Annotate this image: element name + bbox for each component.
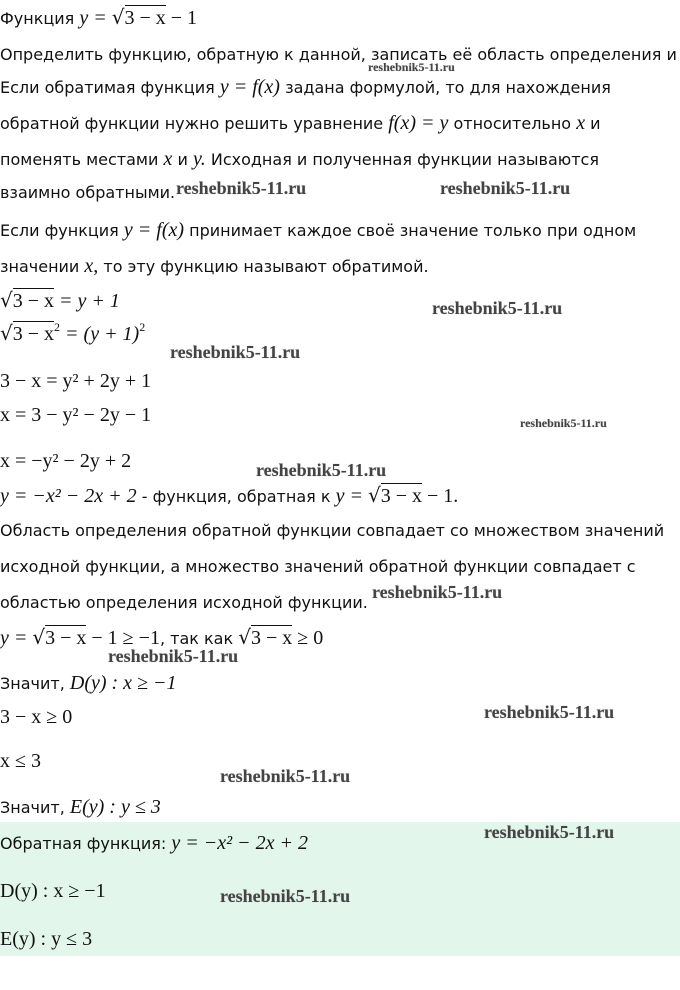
ineq-1-radicand: 3 − x bbox=[45, 627, 87, 649]
watermark: reshebnik5-11.ru bbox=[220, 766, 351, 786]
watermark: reshebnik5-11.ru bbox=[520, 416, 607, 430]
watermark: reshebnik5-11.ru bbox=[220, 886, 351, 906]
task-prefix: Функция bbox=[0, 9, 75, 28]
p6-a: Если функция bbox=[0, 221, 119, 240]
ineq-5 bbox=[0, 796, 161, 819]
answer-domain: D(y) : x ≥ −1 bbox=[0, 880, 106, 902]
answer-range: E(y) : y ≤ 3 bbox=[0, 928, 93, 950]
step-6-eq: y = bbox=[335, 485, 368, 507]
ineq-5-text: Значит, bbox=[0, 798, 65, 817]
watermark: reshebnik5-11.ru bbox=[484, 822, 615, 842]
text-p1: Определить функцию, обратную к данной, записать её область определения и bbox=[0, 45, 677, 64]
step-1-rest: = y + 1 bbox=[59, 290, 120, 312]
p3-b: относительно bbox=[453, 114, 572, 133]
step-1-radicand: 3 − x bbox=[12, 290, 55, 312]
p7-b: то эту функцию называют обратимой. bbox=[103, 257, 429, 276]
p4-a: поменять местами bbox=[0, 150, 159, 169]
watermark: reshebnik5-11.ru bbox=[108, 646, 239, 666]
step-2-rest: = (y + 1) bbox=[65, 323, 140, 345]
ineq-2 bbox=[0, 672, 177, 695]
p7-x: x, bbox=[84, 255, 99, 277]
text-p7 bbox=[0, 255, 429, 278]
ineq-5-math: E(y) : y ≤ 3 bbox=[69, 796, 161, 818]
step-6-radicand: 3 − x bbox=[380, 485, 423, 507]
watermark: reshebnik5-11.ru bbox=[440, 178, 571, 198]
p4-x: x bbox=[163, 148, 173, 170]
text-p6 bbox=[0, 219, 636, 242]
watermark: reshebnik5-11.ru bbox=[432, 298, 563, 318]
p6-math: y = f(x) bbox=[123, 219, 185, 241]
text-p3 bbox=[0, 112, 601, 135]
step-2: $√3 - x^2 = (y + 1)^2$ bbox=[0, 320, 146, 345]
ineq-4: x ≤ 3 bbox=[0, 750, 41, 772]
ineq-1-a: y = bbox=[0, 627, 33, 649]
ineq-1-c: ≥ 0 bbox=[292, 627, 324, 649]
answer-label: Обратная функция: bbox=[0, 834, 167, 853]
step-6: y = −x² − 2x + 2 - функция, обратная к y = √3 − x − 1. bbox=[0, 483, 459, 507]
p2-b: задана формулой, то для нахождения bbox=[285, 78, 611, 97]
task-line: Функция y = √3 − x − 1 bbox=[0, 5, 198, 29]
p4-and: и bbox=[177, 150, 188, 169]
explain-2: исходной функции, а множество значений обратной функции совпадает с bbox=[0, 557, 636, 576]
task-radicand: 3 − x bbox=[124, 7, 166, 29]
p4-b: Исходная и полученная функции называются bbox=[210, 150, 599, 169]
watermark: reshebnik5-11.ru bbox=[372, 582, 503, 602]
p6-b: принимает каждое своё значение только при одном bbox=[189, 221, 637, 240]
ineq-2-math: D(y) : x ≥ −1 bbox=[69, 672, 177, 694]
step-6-text: - функция, обратная к bbox=[141, 487, 331, 506]
watermark: reshebnik5-11.ru bbox=[170, 342, 301, 362]
step-4: x = 3 − y² − 2y − 1 bbox=[0, 404, 152, 426]
p3-a: обратной функции нужно решить уравнение bbox=[0, 114, 384, 133]
step-3: 3 − x = y² + 2y + 1 bbox=[0, 370, 152, 392]
p4-y: y. bbox=[192, 148, 206, 170]
explain-3: областью определения исходной функции. bbox=[0, 593, 368, 612]
ineq-1-radicand-2: 3 − x bbox=[250, 627, 293, 649]
ineq-1: y = √3 − x − 1 ≥ −1, так как √3 − x ≥ 0 bbox=[0, 625, 324, 649]
watermark: reshebnik5-11.ru bbox=[176, 178, 307, 198]
watermark: reshebnik5-11.ru bbox=[368, 60, 455, 74]
ineq-1-b: − 1 ≥ −1 bbox=[86, 627, 160, 649]
step-6-math: y = −x² − 2x + 2 bbox=[0, 485, 137, 507]
p3-x: x bbox=[576, 112, 586, 134]
p2-math: y = f(x) bbox=[219, 76, 280, 98]
p3-c: и bbox=[590, 114, 601, 133]
p7-a: значении bbox=[0, 257, 80, 276]
ineq-3: 3 − x ≥ 0 bbox=[0, 706, 73, 728]
step-6-tail: − 1. bbox=[422, 485, 459, 507]
task-tail: − 1 bbox=[165, 7, 198, 29]
ineq-2-text: Значит, bbox=[0, 674, 65, 693]
task-y: y = bbox=[79, 7, 112, 29]
step-5: x = −y² − 2y + 2 bbox=[0, 450, 132, 472]
answer-func: y = −x² − 2x + 2 bbox=[171, 832, 309, 854]
p3-math: f(x) = y bbox=[388, 112, 449, 134]
step-2-radicand: 3 − x bbox=[12, 323, 55, 345]
explain-1: Область определения обратной функции совпадает со множеством значений bbox=[0, 521, 665, 540]
text-p4 bbox=[0, 148, 599, 171]
text-p5: взаимно обратными. bbox=[0, 183, 176, 202]
text-p2 bbox=[0, 76, 611, 99]
ineq-1-text: , так как bbox=[159, 629, 234, 648]
watermark: reshebnik5-11.ru bbox=[484, 702, 615, 722]
step-1: √3 − x = y + 1 bbox=[0, 288, 120, 312]
watermark: reshebnik5-11.ru bbox=[256, 460, 387, 480]
answer-func-line bbox=[0, 832, 308, 855]
p2-a: Если обратимая функция bbox=[0, 78, 215, 97]
